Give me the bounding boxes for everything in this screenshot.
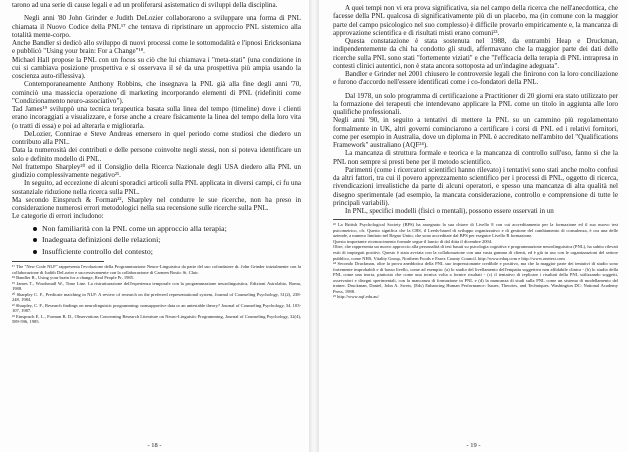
footnote: Oltre, che rappresenta un nuovo approccio alla personalità di test basati su psicologia cognitiva e programmazione neurolinguistica (PNL), ha subito rilevati esiti di impiegati positivi. Questo è stata avviata con la collaborazione con una vasta gamma di clienti, ed è già in uso con le organizzazioni del settore pubblico, come NHS, Vitality Group, Northern Foods e Essex County Council. http://www.edaq.com e http://www.onetest.com: [333, 244, 618, 261]
list-item: [42, 246, 301, 258]
paragraph: A quei tempi non vi era prova significativa, sia nel campo della ricerca che nell'anecdottica, che facesse della PNL qualcosa di significativamente più di un placebo, ma (in comune con la maggior parte del campo psicologico nel suo complesso) è difficile provarlo empiricamente e, la mancanza di approvazione scientifica e di risultati misti erano comuni²³.: [333, 4, 618, 37]
paragraph: Le categorie di errori includono:: [12, 212, 104, 221]
bullet-icon: [33, 238, 37, 242]
left-page: [0, 0, 309, 452]
paragraph: Data la numerosità dei contributi e delle persone coinvolte negli stessi, non si poteva identificare un solo e definito modello di PNL.: [12, 146, 301, 163]
footnote: ²⁴ Secondo Druckman, oltre la prova aneddotica della PNL suo impressionante credibile e positivo, ma che la maggior parte dei tentativi di studio sono fortemente improbabili e di basso livello, come ad esempio: (a) lo studio del livellamento dell'empatia soggettiva non affidabile clinica - (b) lo studio della PNL come una teoria, piuttosto che come una tecnica volta a fornire risultati - (c) il tentativo di replicare i risultati della PNL utilizzando soggetti, osservatori e disegni sperimentali, con la mancanza di formazione in PNL e (d) la mancanza di studi sulla PNL come un sistema di modellamento del trainer. Druckman, Daniel, John A. Swets, (Eds) Enhancing Human Performance: Issues, Theories, and Techniques. Washington DC: National Academy Press, 1988.: [333, 261, 618, 294]
paragraph: Bandler e Grinder nel 2001 chiusero le controversie legali che finirono con la loro conciliazione e furono d'accordo nell'essere identificati come i co-fondatori della PNL.: [333, 70, 618, 87]
paragraph: In PNL, specifici modelli (fisici o mentali), possono essere osservati in un: [345, 207, 554, 215]
paragraph: Parimenti (come i ricercatori scientifici hanno rilevato) i tentativi sono stati anche molto confusi da altri fattori, tra cui il povero apprezzamento scientifico per i processi di PNL, oggetto di ricerca, rivendicazioni irrealistiche da parte di alcuni operatori, e spesso una mancanza di alta qualità nel disegno sperimentale (ad esempio, la mancata considerazione, controllo e comprensione di tutte le principali variabili).: [333, 165, 618, 207]
bullet-icon: [33, 227, 37, 231]
footnote: ²³ La British Psychological Society (BPS) ha assegnato la sua chiave di Livello 8 con cui accreditamento per la formazione ed il suo nuovo test psicometrico, cfr. Questo significa che la CBS, il Leeds-based di sviluppo organizzativo e di gestione del cambiamento di consulenza, è ora una delle aziende, a numero limitato nel Regno Unito, che sono accreditate dal BPS per eseguire Livello B formazione.: [333, 222, 618, 239]
footnote: ²⁵ http://www.aqf.edu.au/: [333, 294, 379, 300]
footnote: Questo importante riconoscimento formale segue il lancio di dal ditta il dicembre 2004.: [333, 238, 493, 244]
paragraph: Negli anni '90, in seguito a tentativi di mettere la PNL su un cammino più regolamentato formalmente in UK, altri governi cominciarono a certificare i corsi di PNL ed i relativi fornitori, come per esempio in Australia, dove un diploma in PNL è accreditato nell'ambito del "Qualifications Framework" australiano (AQF²⁴).: [333, 116, 618, 149]
right-page: [319, 0, 628, 452]
footnote: ²⁰ Sharpley C. F., Predicate matching in NLP: A review of research on the preferred representational system, Journal of Counseling Psychology, 31(2), 238-248, 1984.: [12, 291, 301, 303]
paragraph: Nel frattempo Sharpley²⁰ ed il Consiglio della Ricerca Nazionale degli USA diedero alla PNL un giudizio complessivamente negativo²¹.: [12, 162, 301, 179]
book-gutter: [309, 0, 319, 452]
footnote: ¹⁸ Bandler R., Using your brain for a change, Real People Pr, 1985.: [12, 275, 135, 281]
page-number: - 18 -: [147, 442, 162, 449]
left-body-text: [12, 1, 301, 221]
paragraph: Questa constatazione è stata sostenuta nel 1988, da entrambi Heap e Druckman, indipendentemente da chi ha condotto gli studi, affermavano che la maggior parte dei dati delle ricerche sulla PNL sono stati "fortemente viziati" e che "l'efficacia della terapia di PNL intrapresa in contesti clinici autentici, non è stata ancora sottoposta ad un'indagine adeguata".: [333, 37, 618, 70]
paragraph: Contemporaneamente Anthony Robbins, che insegnava la PNL già alla fine degli anni '70, cominciò una massiccia operazione di marketing incorporando elementi di PNL (ridefiniti come "Condizionamento neuro-associativo").: [12, 80, 301, 105]
paragraph: La mancanza di struttura formale e teorica e la mancanza di controllo sull'uso, fanno sì che la PNL non sempre si presti bene per il metodo scientifico.: [333, 149, 618, 166]
list-item: [42, 223, 301, 235]
footnote: ²² Einspruch E. L., Forman B. D., Observations Concerning Research Literature on Neuro-Linguistic Programming, Journal of Counseling Psychology, 32(4), 589-596, 1985.: [12, 313, 301, 325]
left-footnotes: [12, 264, 301, 325]
error-categories-list: [12, 223, 301, 258]
paragraph: DeLozier, Connirae e Steve Andreas emersero in quel periodo come studiosi che diedero un contributo alla PNL.: [12, 129, 301, 146]
footnote: ²¹ Sharpley, C. F., Research findings on neurolinguistic programming: nonsupportive data or an untestable theory? Journal of Counseling Psychology, 34, 103-107, 1987.: [12, 302, 301, 314]
list-item: [42, 234, 301, 246]
paragraph: Dal 1978, un solo programma di certificazione a Practitioner di 20 giorni era stato utilizzato per la formazione dei terapeuti che intendevano applicare la PNL come un titolo in aggiunta alle loro qualifiche professionali.: [333, 91, 618, 116]
footnote: ¹⁷ The "New Code NLP" rappresenta l'evoluzione della Programmazione Neuro-Linguistica da parte del suo cofondatore dr. John Grinder inizialmente con la collaborazione di Judith DeLozier e successivamente con la collaborazione di Carmen Bostic St. Clair.: [12, 264, 301, 275]
paragraph: tarono ad una serie di cause legali e ad un proliferarsi asistematico di sviluppi della disciplina.: [12, 1, 278, 9]
list-item-text: Non familiarità con la PNL come un approccio alla terapia;: [42, 223, 227, 233]
paragraph: Michael Hall propose la PNL con un focus su ciò che lui chiamava i "meta-stati" (una condizione in cui si cambiava posizione prospettiva e si osservava il sé da una prospettiva più ampia usando la coscienza auto-riflessiva).: [12, 55, 301, 80]
right-footnotes: [333, 222, 618, 300]
page-number: - 19 -: [466, 442, 481, 449]
list-item-text: Insufficiente controllo del contesto;: [42, 246, 153, 256]
list-item-text: Inadeguata definizioni delle relazioni;: [42, 235, 161, 244]
bullet-icon: [33, 250, 37, 254]
footnote: ¹⁹ James T., Woodsmall W., Time Line. La ristrutturazione dell'esperienza temporale con la programmazione neurolinguistica, Edizioni Astrolabio, Roma, 1988.: [12, 280, 301, 292]
paragraph: Ma secondo Einspruch & Forman²², Sharpley nel condurre le sue ricerche, non ha preso in considerazione numerosi errori metodologici nella sua recensione sulle ricerche sulla PNL.: [12, 195, 301, 212]
footnote-divider: [333, 219, 425, 220]
footnote-divider: [12, 261, 104, 262]
paragraph: Negli anni '80 John Grinder e Judith DeLozier collaborarono a sviluppare una forma di PNL chiamata il Nuovo Codice della PNL¹⁷ che tentava di ripristinare un approccio PNL sistemico alla totalità mente-corpo.: [12, 14, 301, 39]
paragraph: In seguito, ad eccezione di alcuni sporadici articoli sulla PNL applicata in diversi campi, ci fu una sostanziale riduzione nella ricerca sulla PNL.: [12, 179, 301, 196]
right-body-text: [333, 4, 618, 215]
paragraph: Anche Bandler si dedicò allo sviluppo di nuovi processi come le sottomodalità e l'ipnosi Ericksoniana e pubblicò "Using your brain: For a Change"¹⁸.: [12, 39, 301, 56]
paragraph: Tad James¹⁹ sviluppò una tecnica terapeutica basata sulla linea del tempo (timeline) dove i clienti erano incoraggiati a visualizzare, e forse anche a creare fisicamente la linea del tempo della loro vita (o tratti di essa) e poi ad alterarla e migliorarla.: [12, 105, 301, 130]
